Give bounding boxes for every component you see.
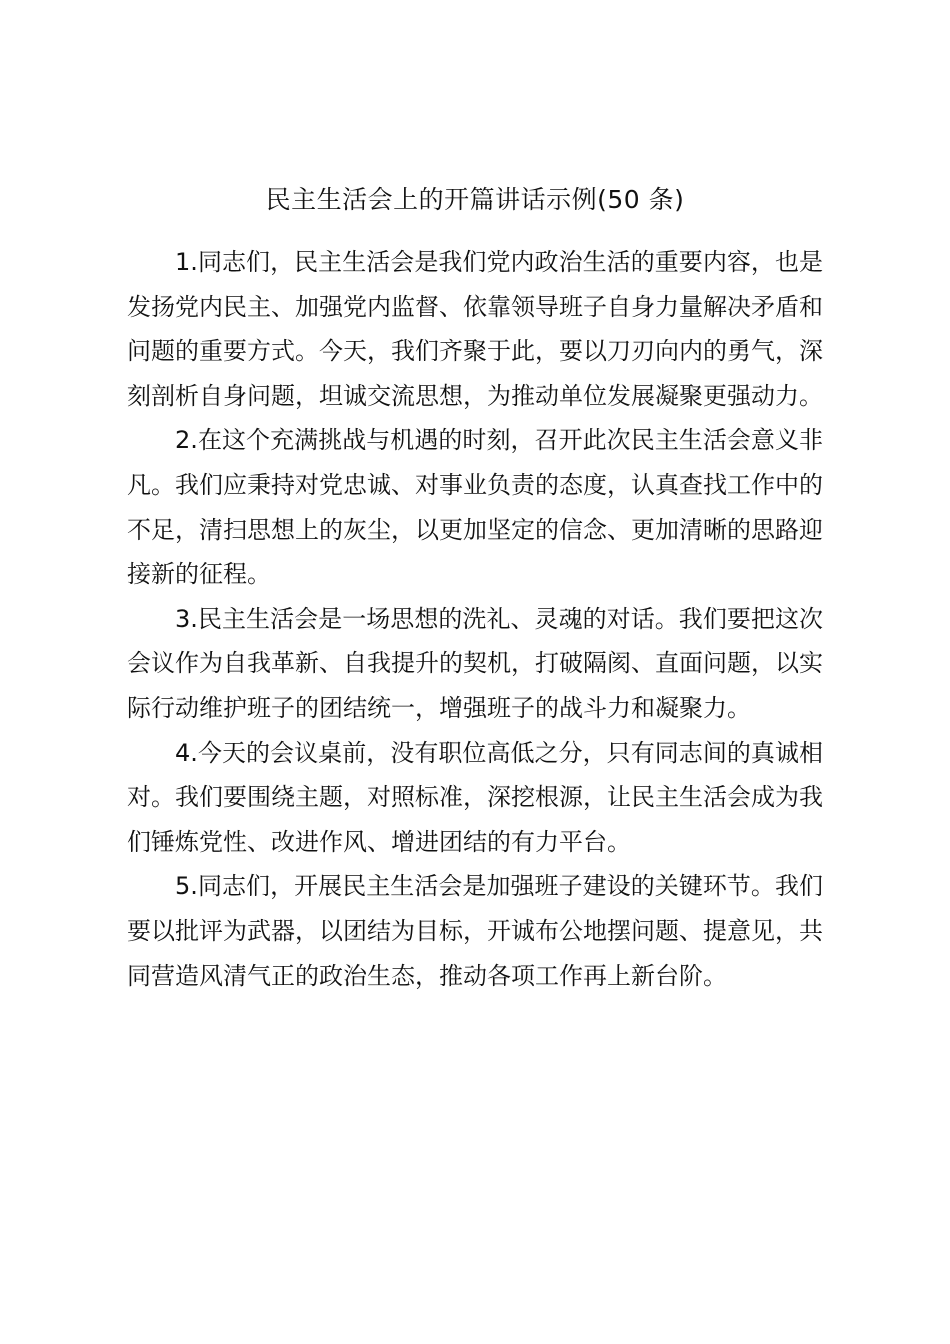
paragraph-3: 3.民主生活会是一场思想的洗礼、灵魂的对话。我们要把这次会议作为自我革新、自我提升的契机，打破隔阂、直面问题，以实际行动维护班子的团结统一，增强班子的战斗力和凝聚力。 xyxy=(127,604,823,722)
paragraph-2: 2.在这个充满挑战与机遇的时刻，召开此次民主生活会意义非凡。我们应秉持对党忠诚、对事业负责的态度，认真查找工作中的不足，清扫思想上的灰尘，以更加坚定的信念、更加清晰的思路迎接新的征程。 xyxy=(127,426,823,589)
paragraph-4: 4.今天的会议桌前，没有职位高低之分，只有同志间的真诚相对。我们要围绕主题，对照标准，深挖根源，让民主生活会成为我们锤炼党性、改进作风、增进团结的有力平台。 xyxy=(127,738,823,856)
document-title: 民主生活会上的开篇讲话示例(50 条) xyxy=(265,185,685,214)
paragraph-5: 5.同志们，开展民主生活会是加强班子建设的关键环节。我们要以批评为武器，以团结为目标，开诚布公地摆问题、提意见，共同营造风清气正的政治生态，推动各项工作再上新台阶。 xyxy=(127,872,823,990)
document-body xyxy=(127,240,823,998)
paragraph-1: 1.同志们，民主生活会是我们党内政治生活的重要内容，也是发扬党内民主、加强党内监督、依靠领导班子自身力量解决矛盾和问题的重要方式。今天，我们齐聚于此，要以刀刃向内的勇气，深刻剖析自身问题，坦诚交流思想，为推动单位发展凝聚更强动力。 xyxy=(127,248,823,410)
